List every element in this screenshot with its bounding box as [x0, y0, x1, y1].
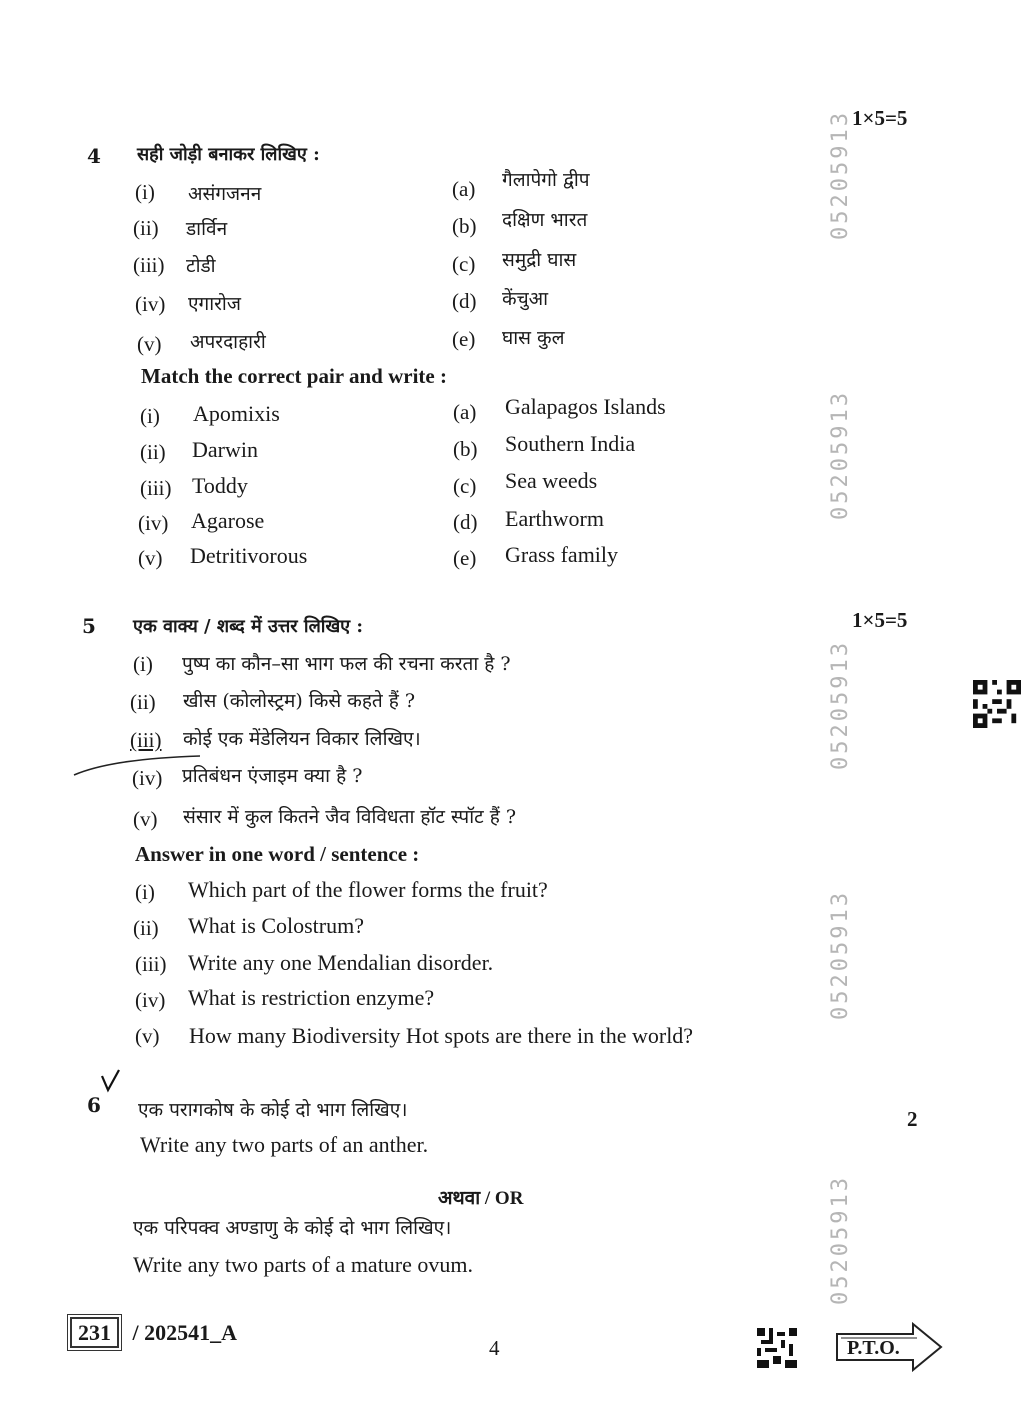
paper-code-box: 231 [70, 1317, 119, 1348]
page-number: 4 [489, 1336, 500, 1360]
list-item-roman: (iii) [133, 253, 165, 277]
list-item-letter: (a) [453, 400, 477, 424]
list-item-letter: (c) [453, 474, 477, 498]
list-item-text: Grass family [505, 542, 619, 567]
list-item-roman: (iv) [138, 511, 169, 535]
list-item-letter: (c) [452, 252, 476, 276]
watermark-serial: 05205913 [828, 110, 853, 240]
list-item-roman: (ii) [130, 690, 156, 714]
watermark-serial: 05205913 [828, 890, 853, 1020]
q4-hindi-heading: सही जोड़ी बनाकर लिखिए : [137, 144, 320, 165]
q4-marks: 1×5=5 [852, 106, 908, 130]
list-item-roman: (iv) [132, 766, 163, 790]
qr-code-icon [972, 680, 1022, 728]
list-item-text: संसार में कुल कितने जैव विविधता हॉट स्पॉट हैं ? [183, 806, 517, 828]
list-item-roman: (iii) [130, 728, 162, 752]
list-item-text: Write any one Mendalian disorder. [188, 950, 494, 975]
list-item-roman: (i) [133, 652, 153, 676]
list-item-text: Apomixis [193, 401, 280, 426]
list-item-text: Agarose [191, 508, 265, 533]
q4-english-heading: Match the correct pair and write : [141, 364, 447, 388]
list-item-text: Darwin [192, 437, 258, 462]
paper-code [70, 1320, 237, 1346]
set-code: / 202541_A [132, 1320, 237, 1345]
list-item-text: Toddy [192, 473, 248, 498]
list-item-roman: (ii) [133, 216, 159, 240]
list-item-text: घास कुल [502, 327, 565, 349]
q5-english-heading: Answer in one word / sentence : [135, 842, 420, 866]
list-item-letter: (e) [452, 327, 476, 351]
list-item-roman: (ii) [140, 440, 166, 464]
pto-label: P.T.O. [847, 1337, 900, 1359]
list-item-text: What is Colostrum? [188, 913, 364, 938]
list-item-roman: (ii) [133, 916, 159, 940]
or-divider: अथवा / OR [438, 1188, 524, 1209]
list-item-text: How many Biodiversity Hot spots are there in the world? [189, 1023, 694, 1048]
list-item-letter: (d) [452, 289, 477, 313]
list-item-roman: (i) [140, 404, 160, 428]
q6-english-alternate-question: Write any two parts of a mature ovum. [133, 1252, 474, 1277]
list-item-text: What is restriction enzyme? [188, 985, 435, 1010]
list-item-letter: (b) [453, 437, 478, 461]
barcode-icon [756, 1328, 798, 1368]
list-item-text: केंचुआ [502, 288, 549, 310]
pto-arrow [835, 1322, 945, 1372]
watermark-serial: 05205913 [828, 640, 853, 770]
list-item-roman: (i) [135, 880, 155, 904]
list-item-roman: (v) [135, 1024, 160, 1048]
watermark-serial: 05205913 [828, 1175, 853, 1305]
q4-number: 4 [87, 144, 101, 168]
list-item-roman: (iii) [140, 476, 172, 500]
list-item-letter: (b) [452, 214, 477, 238]
list-item-roman: (iii) [135, 952, 167, 976]
q6-english-question: Write any two parts of an anther. [140, 1132, 429, 1157]
list-item-text: गैलापेगो द्वीप [502, 169, 590, 191]
list-item-text: कोई एक मेंडेलियन विकार लिखिए। [183, 728, 421, 750]
watermark-serial: 05205913 [828, 390, 853, 520]
list-item-letter: (e) [453, 546, 477, 570]
q6-marks: 2 [907, 1107, 918, 1131]
list-item-text: Sea weeds [505, 468, 598, 493]
list-item-roman: (v) [137, 332, 162, 356]
list-item-text: एगारोज [188, 293, 241, 315]
list-item-roman: (v) [133, 807, 158, 831]
q5-marks: 1×5=5 [852, 608, 908, 632]
q5-hindi-heading: एक वाक्य / शब्द में उत्तर लिखिए : [133, 616, 364, 637]
q6-hindi-alternate-question: एक परिपक्व अण्डाणु के कोई दो भाग लिखिए। [133, 1217, 452, 1239]
q6-number: 6 [87, 1093, 101, 1117]
pen-stroke-annotation [70, 750, 210, 780]
list-item-text: टोडी [186, 255, 216, 277]
list-item-text: खीस (कोलोस्ट्रम) किसे कहते हैं ? [183, 690, 416, 712]
list-item-text: पुष्प का कौन–सा भाग फल की रचना करता है ? [182, 653, 511, 675]
list-item-text: Southern India [505, 431, 636, 456]
list-item-text: Earthworm [505, 506, 604, 531]
q5-number: 5 [82, 614, 96, 638]
list-item-text: Detritivorous [190, 543, 308, 568]
list-item-text: Which part of the flower forms the fruit? [188, 877, 548, 902]
checkmark-icon [99, 1068, 123, 1094]
list-item-roman: (v) [138, 546, 163, 570]
list-item-text: अपरदाहारी [190, 331, 266, 353]
list-item-letter: (a) [452, 177, 476, 201]
list-item-text: समुद्री घास [502, 249, 577, 271]
list-item-roman: (iv) [135, 988, 166, 1012]
list-item-letter: (d) [453, 510, 478, 534]
list-item-roman: (iv) [135, 292, 166, 316]
q6-hindi-question: एक परागकोष के कोई दो भाग लिखिए। [138, 1099, 408, 1121]
list-item-text: प्रतिबंधन एंजाइम क्या है ? [182, 765, 363, 787]
list-item-roman: (i) [135, 180, 155, 204]
list-item-text: असंगजनन [188, 183, 262, 205]
list-item-text: दक्षिण भारत [502, 209, 588, 231]
list-item-text: Galapagos Islands [505, 394, 666, 419]
list-item-text: डार्विन [186, 218, 228, 240]
